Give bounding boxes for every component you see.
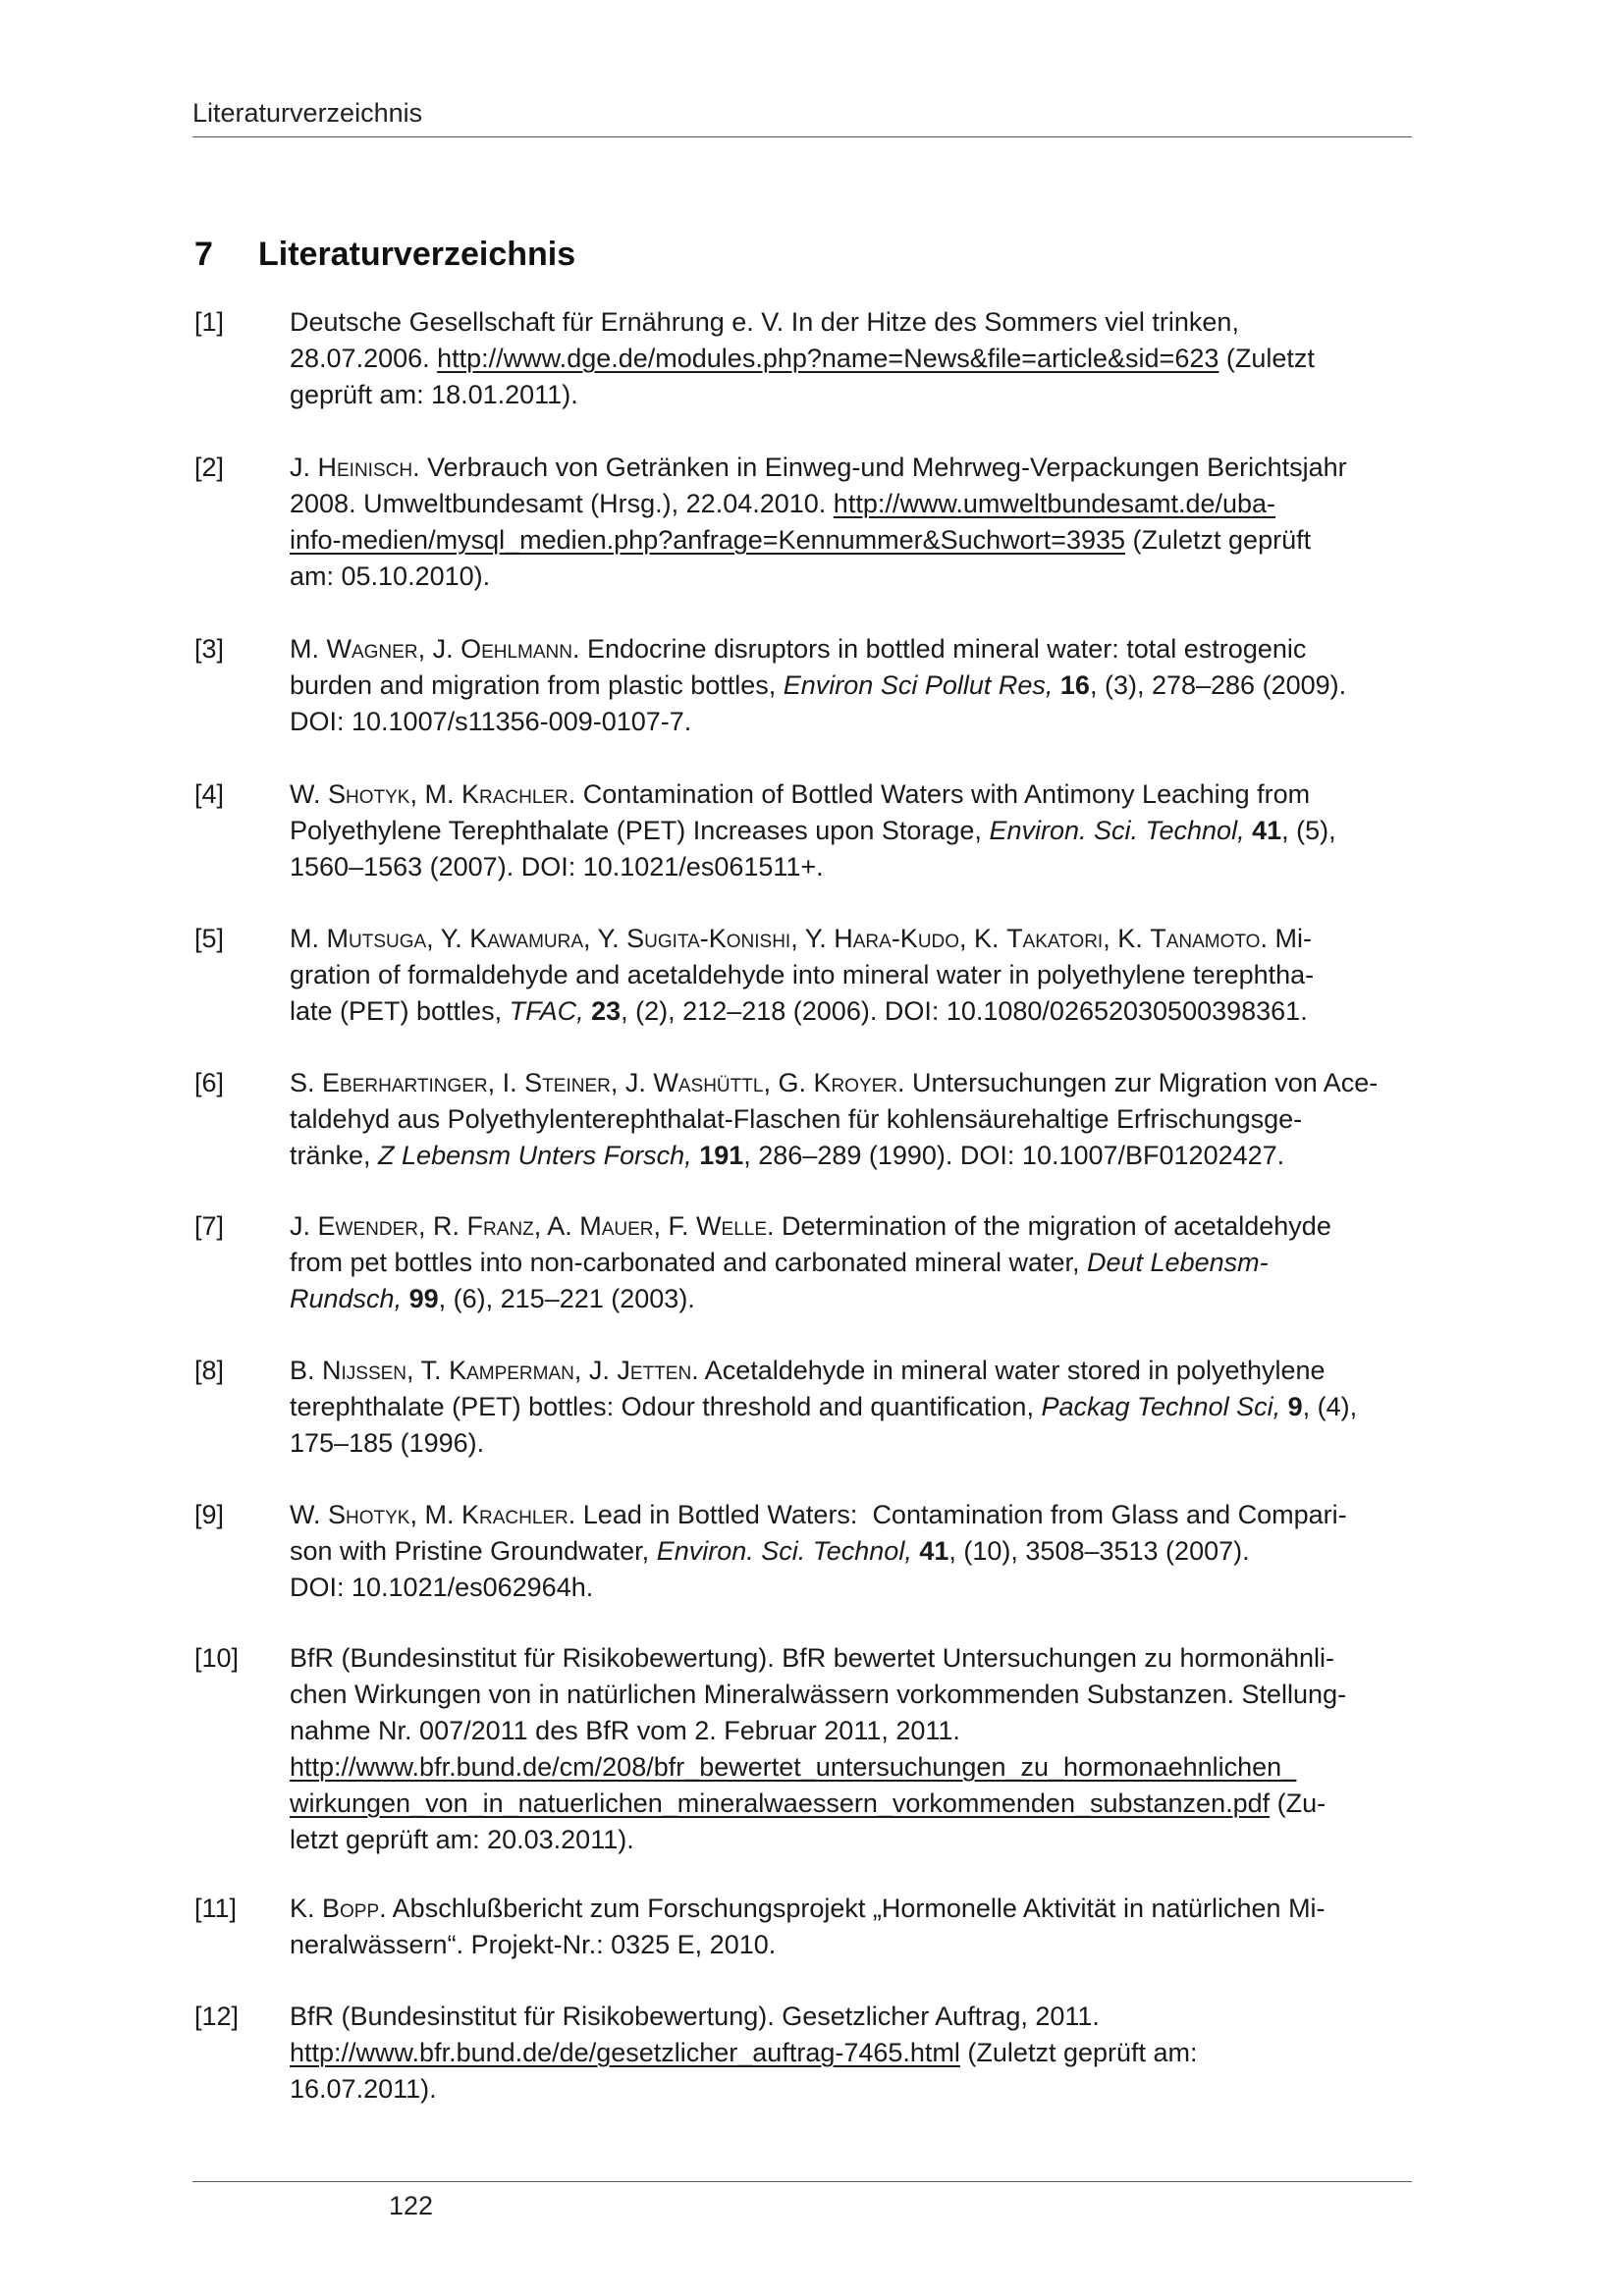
- reference-text: Deutsche Gesellschaft für Ernährung e. V. In der Hitze des Sommers viel trinken,: [290, 307, 1239, 337]
- journal-name: Environ Sci Pollut Res,: [783, 670, 1054, 700]
- reference-text: taldehyd aus Polyethylenterephthalat-Flaschen für kohlensäurehaltige Erfrischungsge-: [290, 1104, 1303, 1134]
- reference-text: BfR (Bundesinstitut für Risikobewertung). Gesetzlicher Auftrag, 2011.: [290, 2002, 1100, 2031]
- author-name: Takatori: [1006, 924, 1104, 953]
- reference-text: letzt geprüft am: 20.03.2011).: [290, 1825, 634, 1854]
- reference-text: tränke,: [290, 1141, 379, 1170]
- author-initial: W.: [290, 1500, 328, 1529]
- reference-number: [4]: [194, 779, 225, 809]
- author-initial: , Y.: [790, 924, 835, 953]
- reference-text: nahme Nr. 007/2011 des BfR vom 2. Februar 2011, 2011.: [290, 1716, 960, 1745]
- reference-text: son with Pristine Groundwater,: [290, 1536, 657, 1566]
- reference-text: DOI: 10.1007/s11356-009-0107-7.: [290, 707, 692, 736]
- reference-text: , (5),: [1281, 816, 1336, 845]
- reference-text: (Zuletzt: [1218, 344, 1315, 373]
- reference-text: (Zuletzt geprüft am:: [959, 2038, 1198, 2067]
- journal-volume: 99: [408, 1284, 439, 1313]
- chapter-title: Literaturverzeichnis: [258, 236, 576, 273]
- author-initial: J.: [290, 453, 318, 482]
- author-name: Kamperman: [449, 1356, 574, 1385]
- author-initial: M.: [290, 924, 327, 953]
- author-name: Nijssen: [322, 1356, 407, 1385]
- author-initial: , M.: [409, 779, 461, 809]
- journal-volume: 9: [1287, 1392, 1303, 1421]
- reference-text: . Untersuchungen zur Migration von Ace-: [897, 1068, 1379, 1097]
- header-rule: [192, 136, 1412, 137]
- reference-text: am: 05.10.2010).: [290, 561, 491, 591]
- reference-text: Polyethylene Terephthalate (PET) Increases upon Storage,: [290, 816, 990, 845]
- journal-volume: 41: [919, 1536, 949, 1566]
- author-name: Mauer: [579, 1211, 654, 1241]
- journal-volume: 191: [699, 1141, 744, 1170]
- reference-text: (Zuletzt geprüft: [1125, 525, 1312, 555]
- reference-text: burden and migration from plastic bottles,: [290, 670, 784, 700]
- reference-text: (Zu-: [1270, 1789, 1326, 1818]
- author-initial: , G.: [763, 1068, 814, 1097]
- author-initial: , J.: [610, 1068, 654, 1097]
- author-name: Krachler: [460, 1500, 568, 1529]
- author-initial: , T.: [406, 1356, 450, 1385]
- reference-text: . Abschlußbericht zum Forschungsprojekt „Hormonelle Aktivität in natürlichen Mi-: [379, 1894, 1326, 1923]
- reference-text: DOI: 10.1021/es062964h.: [290, 1573, 594, 1602]
- reference-text: , (10), 3508–3513 (2007).: [948, 1536, 1250, 1566]
- journal-name: Environ. Sci. Technol,: [989, 816, 1245, 845]
- reference-text: . Verbrauch von Getränken in Einweg-und Mehrweg-Verpackungen Berichtsjahr: [412, 453, 1347, 482]
- reference-number: [12]: [194, 2002, 240, 2031]
- author-initial: , K.: [959, 924, 1007, 953]
- reference-text: 175–185 (1996).: [290, 1428, 485, 1458]
- author-name: Oehlmann: [460, 634, 572, 664]
- reference-link[interactable]: http://www.bfr.bund.de/de/gesetzlicher_auftrag-7465.html: [290, 2038, 960, 2067]
- journal-name: Z Lebensm Unters Forsch,: [378, 1141, 692, 1170]
- author-name: Shotyk: [328, 779, 410, 809]
- reference-text: terephthalate (PET) bottles: Odour threshold and quantification,: [290, 1392, 1042, 1421]
- author-initial: W.: [290, 779, 328, 809]
- reference-text: , (6), 215–221 (2003).: [438, 1284, 695, 1313]
- journal-name: Rundsch,: [290, 1284, 403, 1313]
- reference-link[interactable]: http://www.bfr.bund.de/cm/208/bfr_bewertet_untersuchungen_zu_hormonaehnlichen_: [290, 1752, 1297, 1782]
- author-initial: J.: [290, 1211, 318, 1241]
- author-name: Heinisch: [317, 453, 413, 482]
- author-initial: B.: [290, 1356, 323, 1385]
- reference-link[interactable]: wirkungen_von_in_natuerlichen_mineralwaessern_vorkommenden_substanzen.pdf: [290, 1789, 1271, 1818]
- page-number: 122: [389, 2191, 434, 2220]
- author-name: Wagner: [326, 634, 418, 664]
- author-initial: , F.: [653, 1211, 697, 1241]
- reference-text: BfR (Bundesinstitut für Risikobewertung). BfR bewertet Untersuchungen zu hormonähnli-: [290, 1643, 1335, 1673]
- chapter-number: 7: [194, 236, 213, 273]
- reference-text: 1560–1563 (2007). DOI: 10.1021/es061511+.: [290, 852, 824, 881]
- author-initial: , Y.: [426, 924, 470, 953]
- author-name: Sugita-Konishi: [626, 924, 791, 953]
- reference-text: late (PET) bottles,: [290, 996, 510, 1026]
- author-name: Mutsuga: [326, 924, 427, 953]
- author-name: Shotyk: [328, 1500, 410, 1529]
- reference-text: geprüft am: 18.01.2011).: [290, 380, 578, 409]
- author-initial: , R.: [417, 1211, 467, 1241]
- reference-text: . Mi-: [1260, 924, 1312, 953]
- author-initial: , Y.: [583, 924, 627, 953]
- author-name: Ewender: [317, 1211, 418, 1241]
- reference-number: [10]: [194, 1643, 240, 1673]
- journal-name: Environ. Sci. Technol,: [656, 1536, 912, 1566]
- author-name: Jetten: [617, 1356, 692, 1385]
- author-initial: K.: [290, 1894, 323, 1923]
- reference-text: . Endocrine disruptors in bottled mineral water: total estrogenic: [571, 634, 1307, 664]
- reference-link[interactable]: http://www.umweltbundesamt.de/uba-: [833, 489, 1276, 518]
- author-initial: , I.: [487, 1068, 525, 1097]
- author-name: Welle: [696, 1211, 767, 1241]
- author-name: Steiner: [524, 1068, 611, 1097]
- author-name: Hara-Kudo: [834, 924, 960, 953]
- journal-volume: 41: [1252, 816, 1282, 845]
- reference-number: [8]: [194, 1356, 225, 1385]
- author-name: Bopp: [322, 1894, 380, 1923]
- reference-number: [5]: [194, 924, 225, 953]
- author-name: Franz: [466, 1211, 534, 1241]
- reference-text: , (3), 278–286 (2009).: [1089, 670, 1347, 700]
- reference-text: gration of formaldehyde and acetaldehyde into mineral water in polyethylene terephtha-: [290, 960, 1315, 989]
- journal-volume: 23: [591, 996, 622, 1026]
- author-name: Tanamoto: [1150, 924, 1261, 953]
- reference-text: . Acetaldehyde in mineral water stored in polyethylene: [691, 1356, 1326, 1385]
- reference-text: neralwässern“. Projekt-Nr.: 0325 E, 2010.: [290, 1930, 777, 1959]
- journal-name: Packag Technol Sci,: [1041, 1392, 1281, 1421]
- author-name: Washüttl: [653, 1068, 764, 1097]
- reference-text: , (2), 212–218 (2006). DOI: 10.1080/02652030500398361.: [621, 996, 1308, 1026]
- author-initial: , M.: [409, 1500, 461, 1529]
- reference-text: . Contamination of Bottled Waters with Antimony Leaching from: [568, 779, 1311, 809]
- chapter-heading: [194, 236, 575, 274]
- running-header: Literaturverzeichnis: [192, 98, 423, 128]
- reference-text: 28.07.2006.: [290, 344, 438, 373]
- author-initial: , A.: [533, 1211, 580, 1241]
- reference-text: from pet bottles into non-carbonated and carbonated mineral water,: [290, 1248, 1087, 1277]
- author-name: Kawamura: [469, 924, 584, 953]
- author-initial: S.: [290, 1068, 323, 1097]
- reference-number: [2]: [194, 453, 225, 482]
- reference-number: [11]: [194, 1894, 238, 1923]
- reference-text: 2008. Umweltbundesamt (Hrsg.), 22.04.2010.: [290, 489, 834, 518]
- reference-text: . Lead in Bottled Waters: Contamination from Glass and Compari-: [568, 1500, 1347, 1529]
- author-initial: M.: [290, 634, 327, 664]
- reference-text: chen Wirkungen von in natürlichen Mineralwässern vorkommenden Substanzen. Stellung-: [290, 1680, 1347, 1709]
- reference-number: [3]: [194, 634, 225, 664]
- author-name: Eberhartinger: [322, 1068, 488, 1097]
- author-name: Krachler: [460, 779, 568, 809]
- journal-name: Deut Lebensm-: [1087, 1248, 1269, 1277]
- footer-rule: [192, 2181, 1412, 2182]
- author-initial: , J.: [417, 634, 461, 664]
- reference-link[interactable]: http://www.dge.de/modules.php?name=News&file=article&sid=623: [437, 344, 1219, 373]
- reference-text: , (4),: [1302, 1392, 1358, 1421]
- journal-name: TFAC,: [509, 996, 584, 1026]
- journal-volume: 16: [1059, 670, 1090, 700]
- reference-text: . Determination of the migration of acetaldehyde: [767, 1211, 1331, 1241]
- reference-number: [6]: [194, 1068, 225, 1097]
- author-initial: , J.: [573, 1356, 618, 1385]
- reference-text: , 286–289 (1990). DOI: 10.1007/BF01202427.: [743, 1141, 1285, 1170]
- author-initial: , K.: [1103, 924, 1151, 953]
- author-name: Kroyer: [813, 1068, 898, 1097]
- reference-number: [1]: [194, 307, 225, 337]
- reference-number: [7]: [194, 1211, 225, 1241]
- reference-link[interactable]: info-medien/mysql_medien.php?anfrage=Kennummer&Suchwort=3935: [290, 525, 1126, 555]
- reference-number: [9]: [194, 1500, 225, 1529]
- reference-text: 16.07.2011).: [290, 2074, 437, 2104]
